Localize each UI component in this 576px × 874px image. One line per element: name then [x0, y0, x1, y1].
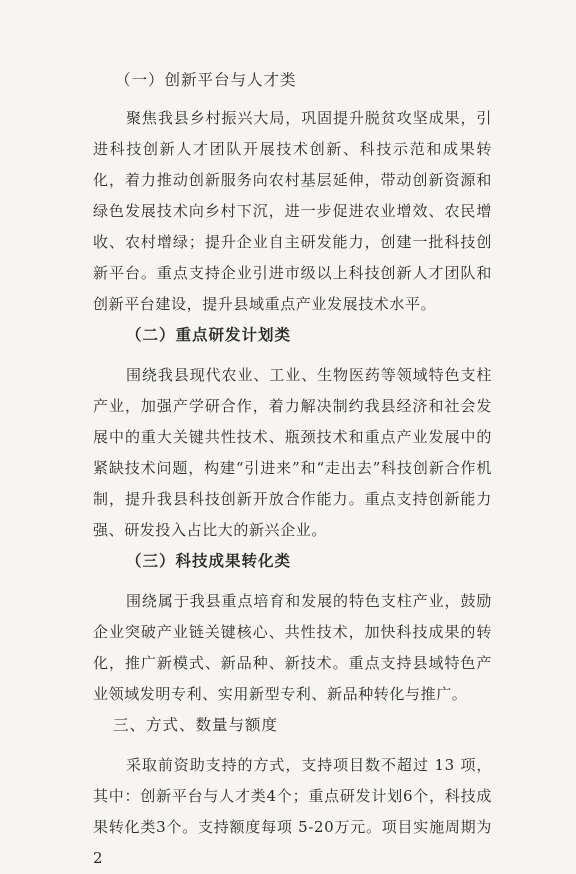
section-heading-achievement-transfer: （三）科技成果转化类	[126, 551, 292, 570]
section-heading-method-quantity: 三、方式、数量与额度	[113, 716, 279, 734]
section-body-key-rd: 围绕我县现代农业、工业、生物医药等领域特色支柱产业，加强产学研合作，着力解决制约我县经济和社会发展中的重大关键共性技术、瓶颈技术和重点产业发展中的紧缺技术问题，构建“引进来”和“走出去”科技创新合作机制，提升我县科技创新开放合作能力。重点支持创新能力强、研发投入占比大的新兴企业。	[93, 366, 492, 539]
section-body-method-quantity: 采取前资助支持的方式，支持项目数不超过 13 项，其中：创新平台与人才类4个；重点研发计划6个，科技成果转化类3个。支持额度每项 5-20万元。项目实施周期为2	[93, 756, 492, 867]
section-body-achievement-transfer: 围绕属于我县重点培育和发展的特色支柱产业，鼓励企业突破产业链关键核心、共性技术，加快科技成果的转化，推广新模式、新品种、新技术。重点支持县域特色产业领域发明专利、实用新型专利、新品种转化与推广。	[93, 592, 492, 703]
section-heading-platform-talent: （一）创新平台与人才类	[115, 71, 297, 89]
section-body-platform-talent: 聚焦我县乡村振兴大局，巩固提升脱贫攻坚成果，引进科技创新人才团队开展技术创新、科技示范和成果转化，着力推动创新服务向农村基层延伸，带动创新资源和绿色发展技术向乡村下沉，进一步促进农业增效、农民增收、农村增绿；提升企业自主研发能力，创建一批科技创新平台。重点支持企业引进市级以上科技创新人才团队和创新平台建设，提升县域重点产业发展技术水平。	[93, 109, 492, 313]
section-heading-key-rd: （二）重点研发计划类	[126, 325, 292, 344]
